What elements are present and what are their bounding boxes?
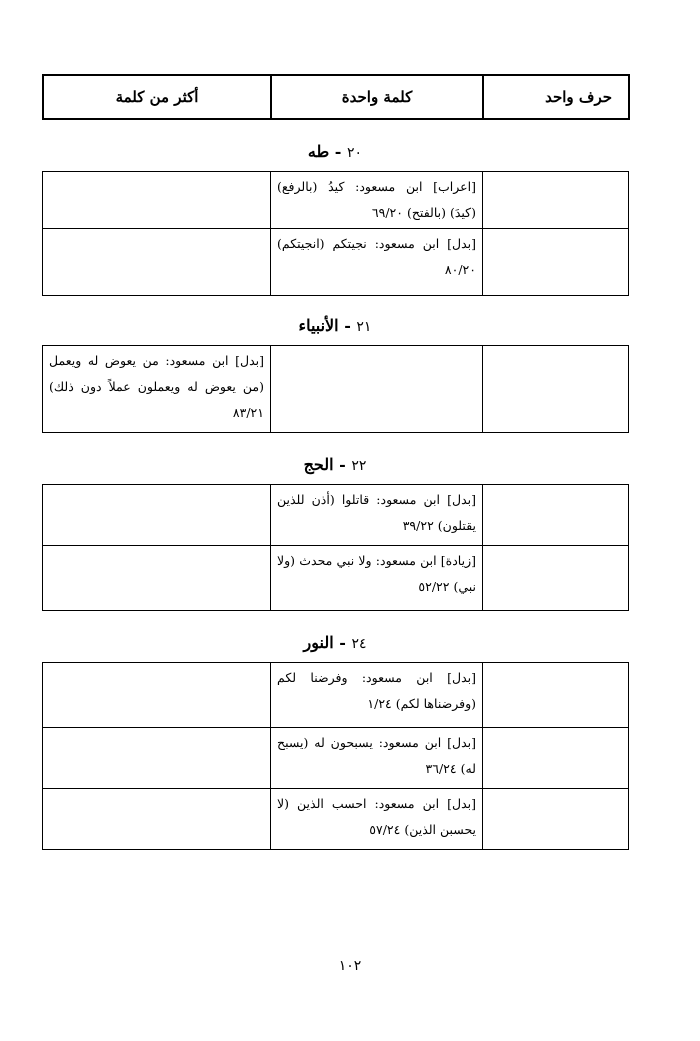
cell-word [271, 346, 483, 433]
section-name: الأنبياء [298, 316, 339, 335]
page-number: ١٠٢ [338, 958, 362, 974]
section-number: ٢٢ [351, 458, 367, 474]
cell-word: [بدل] ابن مسعود: احسب الذين (لا يحسبن الذين) ٥٧/٢٤ [271, 789, 483, 850]
header-col-word: كلمة واحدة [271, 75, 483, 119]
section-number: ٢١ [356, 319, 372, 335]
cell-word: [بدل] ابن مسعود: وفرضنا لكم (وفرضناها لكم) ١/٢٤ [271, 663, 483, 728]
table-row [43, 485, 629, 546]
cell-letter [483, 229, 629, 296]
cell-more: [بدل] ابن مسعود: من يعوض له ويعمل (من يعوض له ويعملون عملاً دون ذلك) ٨٣/٢١ [43, 346, 271, 433]
page-content [42, 74, 628, 850]
table-row [43, 346, 629, 433]
cell-more [43, 485, 271, 546]
cell-letter [483, 172, 629, 229]
table-row [43, 663, 629, 728]
section-title-hajj: ٢٢ - الحج [303, 455, 367, 474]
header-col-more: أكثر من كلمة [43, 75, 271, 119]
section-name: الحج [303, 455, 334, 474]
cell-word: [اعراب] ابن مسعود: كيدُ (بالرفع) (كيدَ) (بالفتح) ٦٩/٢٠ [271, 172, 483, 229]
section-number: ٢٠ [347, 145, 363, 161]
table-row [43, 229, 629, 296]
cell-more [43, 172, 271, 229]
section-name: طه [307, 142, 330, 161]
table-row [43, 546, 629, 611]
cell-more [43, 663, 271, 728]
table-row [43, 172, 629, 229]
cell-more [43, 229, 271, 296]
table-row [43, 789, 629, 850]
cell-letter [483, 546, 629, 611]
cell-letter [483, 728, 629, 789]
header-row [43, 75, 629, 119]
section-title-taha: ٢٠ - طه [307, 142, 363, 161]
section-table-hajj [42, 484, 629, 611]
section-table-taha [42, 171, 629, 296]
cell-word: [بدل] ابن مسعود: قاتلوا (أذن للذين يقتلون) ٣٩/٢٢ [271, 485, 483, 546]
section-title-anbiya: ٢١ - الأنبياء [298, 316, 372, 335]
cell-letter [483, 789, 629, 850]
section-table-anbiya [42, 345, 629, 433]
section-title-nur: ٢٤ - النور [303, 633, 367, 652]
cell-more [43, 546, 271, 611]
cell-more [43, 728, 271, 789]
cell-more [43, 789, 271, 850]
cell-word: [بدل] ابن مسعود: نجيتكم (انجيتكم) ٨٠/٢٠ [271, 229, 483, 296]
cell-word: [زيادة] ابن مسعود: ولا نبي محدث (ولا نبي) ٥٢/٢٢ [271, 546, 483, 611]
header-table [42, 74, 630, 120]
section-table-nur [42, 662, 629, 850]
table-row [43, 728, 629, 789]
cell-letter [483, 485, 629, 546]
cell-word: [بدل] ابن مسعود: يسبحون له (يسبح له) ٣٦/٢٤ [271, 728, 483, 789]
header-col-letter: حرف واحد [483, 75, 629, 119]
section-number: ٢٤ [351, 636, 367, 652]
section-name: النور [303, 633, 334, 652]
cell-letter [483, 663, 629, 728]
cell-letter [483, 346, 629, 433]
